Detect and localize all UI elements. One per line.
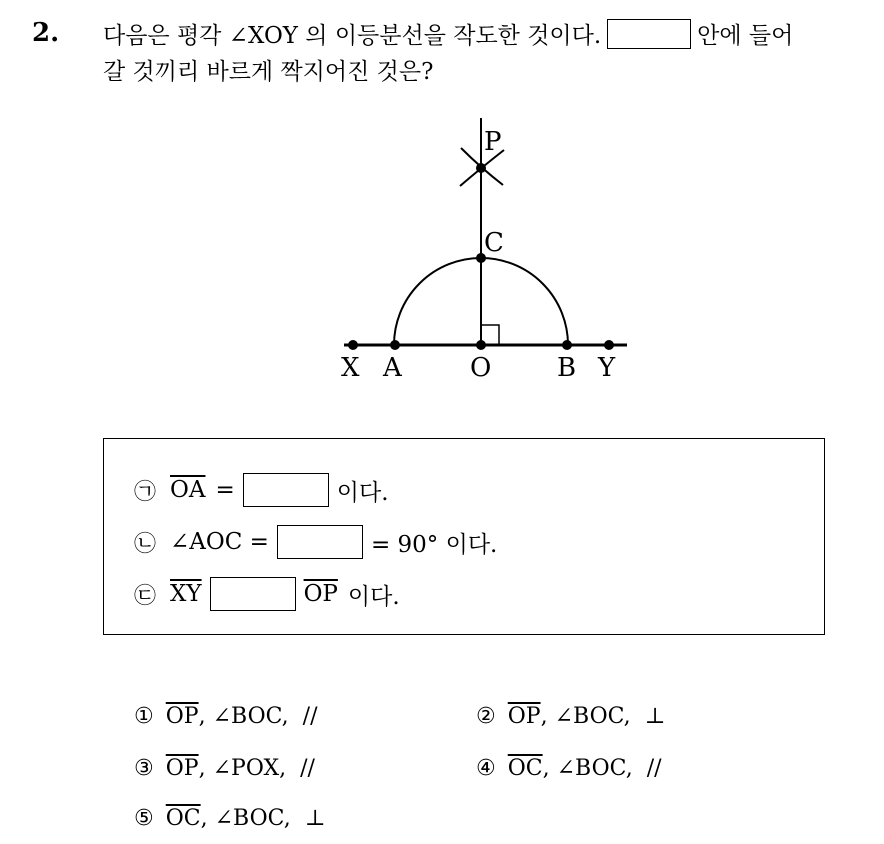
choice-2[interactable]: ② $\overline{OP}$ , ∠BOC, ⊥ <box>476 704 666 729</box>
choice-1-relation: // <box>302 704 318 729</box>
choice-2-segment: $\overline{OP}$ <box>507 704 541 729</box>
label-b: B <box>557 353 577 383</box>
choice-5-segment: $\overline{OC}$ <box>165 806 201 831</box>
choice-1[interactable]: ① $\overline{OP}$ , ∠BOC, // <box>134 704 318 729</box>
choice-2-angle: ∠BOC, <box>554 704 631 729</box>
label-x: X <box>341 353 360 383</box>
condition-3-suffix: 이다. <box>347 583 400 610</box>
point-o <box>476 340 486 350</box>
choice-3[interactable]: ③ $\overline{OP}$ , ∠POX, // <box>134 756 315 781</box>
point-b <box>562 340 572 350</box>
label-y: Y <box>598 353 616 383</box>
choice-1-angle: ∠BOC, <box>212 704 289 729</box>
choice-2-number: ② <box>476 704 496 729</box>
condition-1-symbol: ㉠ <box>134 479 157 505</box>
choice-4-relation: // <box>646 756 662 781</box>
choice-3-angle: ∠POX, <box>212 756 287 781</box>
point-y <box>604 340 614 350</box>
question-number: 2. <box>32 18 60 48</box>
point-a <box>390 340 400 350</box>
choice-5-number: ⑤ <box>134 806 154 831</box>
choice-2-relation: ⊥ <box>644 704 666 729</box>
choice-4-segment: $\overline{OC}$ <box>507 756 543 781</box>
choice-4-angle: ∠BOC, <box>556 756 633 781</box>
choice-1-segment: $\overline{OP}$ <box>165 704 199 729</box>
condition-2-symbol: ㉡ <box>134 531 157 557</box>
condition-1 <box>134 473 389 507</box>
label-a: A <box>383 353 402 383</box>
condition-3-segment-xy: $\overline{XY}$ <box>170 581 202 607</box>
question-line-2: 갈 것끼리 바르게 짝지어진 것은? <box>103 59 434 85</box>
choice-1-number: ① <box>134 704 154 729</box>
choice-5[interactable]: ⑤ $\overline{OC}$ , ∠BOC, ⊥ <box>134 806 326 831</box>
condition-3-blank <box>210 577 296 611</box>
choice-3-number: ③ <box>134 756 154 781</box>
condition-1-blank <box>243 473 329 507</box>
point-p <box>476 163 486 173</box>
label-c: C <box>484 228 504 258</box>
choice-4[interactable]: ④ $\overline{OC}$ , ∠BOC, // <box>476 756 662 781</box>
condition-2-suffix: = 90° 이다. <box>370 531 498 558</box>
condition-1-equals: = <box>215 477 235 503</box>
condition-2-angle: ∠AOC = <box>170 529 269 555</box>
choice-5-relation: ⊥ <box>304 806 326 831</box>
condition-3 <box>134 577 400 611</box>
conditions-box <box>103 438 825 635</box>
question-text-part1: 다음은 평각 ∠XOY 의 이등분선을 작도한 것이다. <box>103 23 602 49</box>
condition-1-segment: $\overline{OA}$ <box>170 477 206 503</box>
condition-1-suffix: 이다. <box>336 479 389 506</box>
condition-2-blank <box>277 525 363 559</box>
condition-3-symbol: ㉢ <box>134 583 157 609</box>
label-p: P <box>484 127 502 157</box>
condition-2 <box>134 525 497 559</box>
choice-3-relation: // <box>300 756 315 781</box>
choice-5-angle: ∠BOC, <box>214 806 291 831</box>
choice-4-number: ④ <box>476 756 496 781</box>
label-o: O <box>470 353 492 383</box>
condition-3-segment-op: $\overline{OP}$ <box>303 581 338 607</box>
point-x <box>348 340 358 350</box>
choice-3-segment: $\overline{OP}$ <box>165 756 199 781</box>
question-text-part2: 안에 들어 <box>697 23 794 49</box>
